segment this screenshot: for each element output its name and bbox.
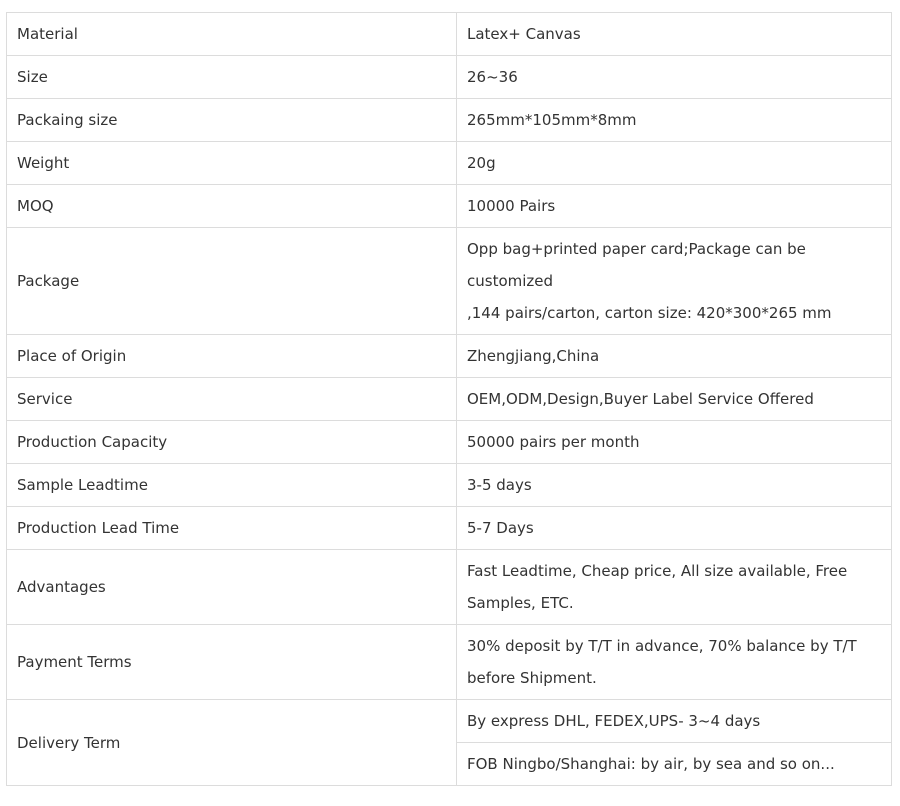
row-value [457, 700, 892, 743]
row-label: Production Capacity [7, 421, 457, 464]
row-label: Material [7, 13, 457, 56]
value-line: Zhengjiang,China [467, 347, 600, 365]
row-label: Delivery Term [7, 700, 457, 786]
row-label: Sample Leadtime [7, 464, 457, 507]
value-line: Opp bag+printed paper card;Package can be [467, 240, 806, 258]
row-value [457, 378, 892, 421]
table-row-moq [7, 185, 892, 228]
value-line: customized [467, 272, 554, 290]
row-value [457, 142, 892, 185]
value-line: OEM,ODM,Design,Buyer Label Service Offered [467, 390, 814, 408]
table-row-packaging-size [7, 99, 892, 142]
table-row-weight [7, 142, 892, 185]
row-value [457, 228, 892, 335]
value-line: 30% deposit by T/T in advance, 70% balance by T/T [467, 637, 857, 655]
value-line: 5-7 Days [467, 519, 534, 537]
table-row-material [7, 13, 892, 56]
row-label: Package [7, 228, 457, 335]
row-value [457, 335, 892, 378]
row-value [457, 464, 892, 507]
value-line: FOB Ningbo/Shanghai: by air, by sea and so on... [467, 755, 835, 773]
row-value [457, 743, 892, 786]
row-label: Payment Terms [7, 625, 457, 700]
value-line: Samples, ETC. [467, 594, 574, 612]
value-line: 50000 pairs per month [467, 433, 640, 451]
value-line: before Shipment. [467, 669, 597, 687]
row-label: Weight [7, 142, 457, 185]
table-row-delivery-term [7, 700, 892, 743]
value-line: Latex+ Canvas [467, 25, 581, 43]
table-row-size [7, 56, 892, 99]
table-row-place-of-origin [7, 335, 892, 378]
table-row-package [7, 228, 892, 335]
value-line: Fast Leadtime, Cheap price, All size available, Free [467, 562, 848, 580]
value-line: 265mm*105mm*8mm [467, 111, 637, 129]
row-value [457, 185, 892, 228]
row-label: Size [7, 56, 457, 99]
row-label: Production Lead Time [7, 507, 457, 550]
value-line: 3-5 days [467, 476, 532, 494]
table-row-sample-leadtime [7, 464, 892, 507]
row-label: MOQ [7, 185, 457, 228]
row-label: Place of Origin [7, 335, 457, 378]
value-line: 10000 Pairs [467, 197, 556, 215]
table-row-advantages [7, 550, 892, 625]
row-value [457, 99, 892, 142]
row-value [457, 13, 892, 56]
row-value [457, 421, 892, 464]
value-line: ,144 pairs/carton, carton size: 420*300*265 mm [467, 304, 832, 322]
row-label: Packaing size [7, 99, 457, 142]
row-label: Advantages [7, 550, 457, 625]
row-value [457, 550, 892, 625]
table-row-production-capacity [7, 421, 892, 464]
row-value [457, 625, 892, 700]
product-spec-table [6, 12, 892, 786]
row-value [457, 507, 892, 550]
row-label: Service [7, 378, 457, 421]
table-row-payment-terms [7, 625, 892, 700]
value-line: 20g [467, 154, 496, 172]
value-line: By express DHL, FEDEX,UPS- 3~4 days [467, 712, 761, 730]
value-line: 26~36 [467, 68, 518, 86]
table-row-production-lead-time [7, 507, 892, 550]
table-row-service [7, 378, 892, 421]
row-value [457, 56, 892, 99]
